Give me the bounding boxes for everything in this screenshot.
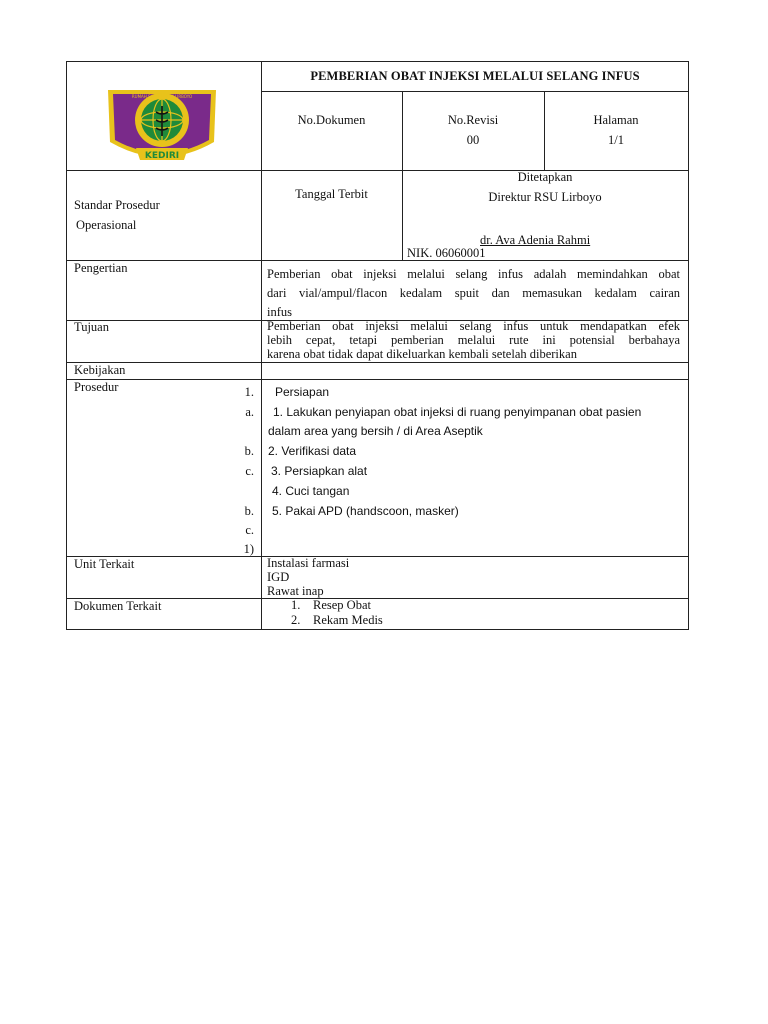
grid-line bbox=[66, 362, 689, 363]
prosedur-marker: c. bbox=[245, 523, 254, 537]
pengertian-line: Pemberian obat injeksi melalui selang infus adalah memindahkan obat bbox=[267, 267, 680, 281]
document-title: PEMBERIAN OBAT INJEKSI MELALUI SELANG INFUS bbox=[310, 69, 640, 83]
pengertian-line: infus bbox=[267, 305, 292, 319]
persiapan-heading: Persiapan bbox=[275, 385, 330, 399]
dokumen-item: Rekam Medis bbox=[313, 613, 383, 627]
dokumen-item: Resep Obat bbox=[313, 598, 371, 612]
ditetapkan-label: Ditetapkan bbox=[517, 170, 573, 184]
no-revisi-value: 00 bbox=[466, 133, 480, 147]
prosedur-step: 5. Pakai APD (handscoon, masker) bbox=[272, 504, 459, 518]
prosedur-marker: b. bbox=[244, 504, 254, 518]
pengertian-label: Pengertian bbox=[74, 261, 128, 275]
prosedur-marker: c. bbox=[245, 464, 254, 478]
grid-line bbox=[66, 629, 689, 630]
dokumen-item-number: 2. bbox=[291, 613, 301, 627]
grid-line bbox=[261, 61, 262, 630]
direktur-label: Direktur RSU Lirboyo bbox=[488, 190, 602, 204]
tanggal-terbit-label: Tanggal Terbit bbox=[295, 187, 368, 201]
prosedur-marker: b. bbox=[244, 444, 254, 458]
dokumen-terkait-label: Dokumen Terkait bbox=[74, 599, 162, 613]
halaman-value: 1/1 bbox=[608, 133, 624, 147]
pengertian-line: dari vial/ampul/flacon kedalam spuit dan memasukan kedalam cairan bbox=[267, 286, 680, 300]
sop-label-line2: Operasional bbox=[76, 218, 137, 232]
grid-line bbox=[688, 61, 689, 630]
grid-line bbox=[402, 91, 403, 170]
logo-top-text: RUMAH SAKIT UMUM LIRBOYO bbox=[131, 94, 193, 99]
prosedur-step: 4. Cuci tangan bbox=[272, 484, 350, 498]
tujuan-line: lebih cepat, tetapi pemberian melalui rute ini potensial berbahaya bbox=[267, 333, 680, 347]
prosedur-marker: 1. bbox=[244, 385, 254, 399]
dokumen-item-number: 1. bbox=[291, 598, 301, 612]
unit-item: Rawat inap bbox=[267, 584, 324, 598]
grid-line bbox=[66, 61, 67, 630]
unit-item: Instalasi farmasi bbox=[267, 556, 350, 570]
grid-line bbox=[66, 556, 689, 557]
sop-label-line1: Standar Prosedur bbox=[74, 198, 160, 212]
kebijakan-label: Kebijakan bbox=[74, 363, 126, 377]
hospital-logo bbox=[106, 86, 218, 168]
tujuan-line: karena obat tidak dapat dikeluarkan kembali setelah diberikan bbox=[267, 347, 577, 361]
prosedur-step: 1. Lakukan penyiapan obat injeksi di ruang penyimpanan obat pasien bbox=[273, 405, 642, 419]
prosedur-label: Prosedur bbox=[74, 380, 119, 394]
unit-item: IGD bbox=[267, 570, 290, 584]
tujuan-line: Pemberian obat injeksi melalui selang infus untuk mendapatkan efek bbox=[267, 319, 680, 333]
prosedur-step: 3. Persiapkan alat bbox=[271, 464, 368, 478]
tujuan-label: Tujuan bbox=[74, 320, 109, 334]
grid-line bbox=[66, 379, 689, 380]
no-revisi-label: No.Revisi bbox=[447, 113, 499, 127]
prosedur-step: 2. Verifikasi data bbox=[268, 444, 357, 458]
grid-line bbox=[66, 61, 689, 62]
prosedur-marker: a. bbox=[245, 405, 254, 419]
signatory-name: dr. Ava Adenia Rahmi bbox=[480, 233, 591, 247]
no-dokumen-label: No.Dokumen bbox=[297, 113, 366, 127]
unit-terkait-label: Unit Terkait bbox=[74, 557, 135, 571]
grid-line bbox=[261, 91, 689, 92]
nik-number: NIK. 06060001 bbox=[407, 246, 486, 260]
grid-line bbox=[66, 260, 689, 261]
prosedur-marker: 1) bbox=[243, 542, 254, 556]
halaman-label: Halaman bbox=[593, 113, 639, 127]
prosedur-step: dalam area yang bersih / di Area Aseptik bbox=[268, 424, 483, 438]
logo-bottom-text: KEDIRI bbox=[144, 151, 180, 161]
grid-line bbox=[544, 91, 545, 170]
